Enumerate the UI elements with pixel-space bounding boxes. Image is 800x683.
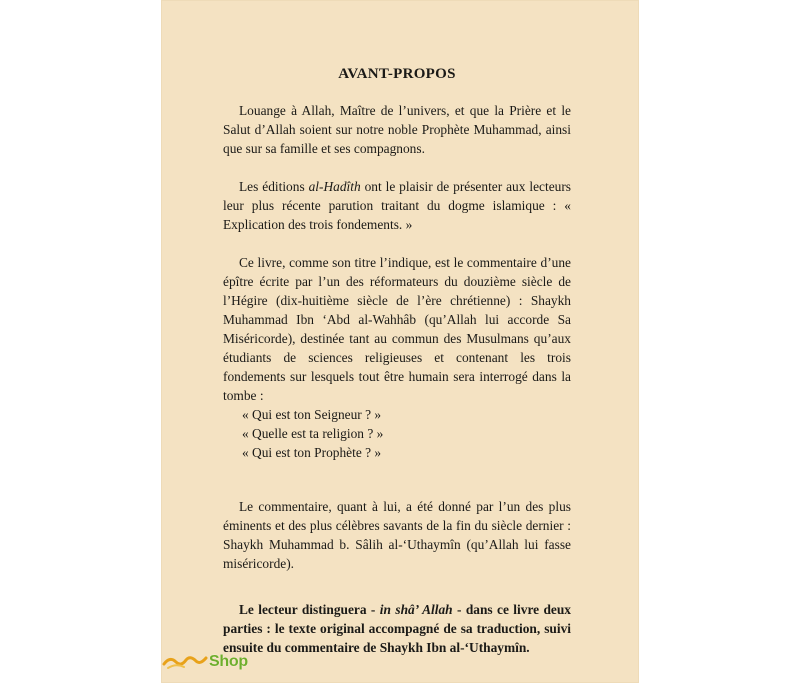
question-list <box>223 405 571 462</box>
paragraph-book: Ce livre, comme son titre l’indique, est le commentaire d’une épître écrite par l’un des réformateurs du douzième siècle de l’Hégire (dix-huitième siècle de l’ère chrétienne) : Shaykh Muhammad Ibn ‘Abd al-Wahhâb (qu’Allah lui accorde Sa Miséricorde), destinée tant au commun des Musulmans qu’aux étudiants de sciences religieuses et contenant les trois fondements sur lesquels tout être humain sera interrogé dans la tombe : <box>223 255 571 403</box>
spacer <box>223 592 571 600</box>
paragraph-commentary: Le commentaire, quant à lui, a été donné par l’un des plus éminents et des plus célèbres savants de la fin du siècle dernier : Shaykh Muhammad b. Sâlih al-‘Uthaymîn (qu’Allah lui fasse miséricorde). <box>223 499 571 571</box>
paragraph-editions <box>223 177 571 234</box>
editions-publisher: al-Hadîth <box>308 179 361 194</box>
shop-logo-text: Shop <box>209 653 248 670</box>
closing-suffix: - dans ce livre deux parties : le texte original accompagné de sa traduction, suivi ensuite du commentaire de Shaykh Ibn al-‘Uthaymîn. <box>223 602 572 655</box>
background-watermark <box>192 250 223 294</box>
paragraph-closing <box>223 600 571 657</box>
spacer <box>223 481 571 497</box>
editions-suffix: ont le plaisir de présenter aux lecteurs leur plus récente parution traitant du dogme islamique : « Explication des trois fondements. » <box>223 179 572 232</box>
question-item: « Qui est ton Seigneur ? » <box>242 407 382 422</box>
book-page <box>161 0 639 683</box>
swoosh-icon <box>162 652 208 672</box>
shop-logo <box>162 650 248 674</box>
page-title: AVANT-PROPOS <box>338 66 456 82</box>
closing-prefix: Le lecteur distinguera - <box>239 602 380 617</box>
closing-italic: in shâ’ Allah <box>379 602 453 617</box>
question-item: « Qui est ton Prophète ? » <box>242 445 382 460</box>
page-content <box>223 66 571 657</box>
editions-prefix: Les éditions <box>239 179 309 194</box>
question-item: « Quelle est ta religion ? » <box>242 426 384 441</box>
paragraph-intro: Louange à Allah, Maître de l’univers, et que la Prière et le Salut d’Allah soient sur notre noble Prophète Muhammad, ainsi que sur sa famille et ses compagnons. <box>223 103 571 156</box>
